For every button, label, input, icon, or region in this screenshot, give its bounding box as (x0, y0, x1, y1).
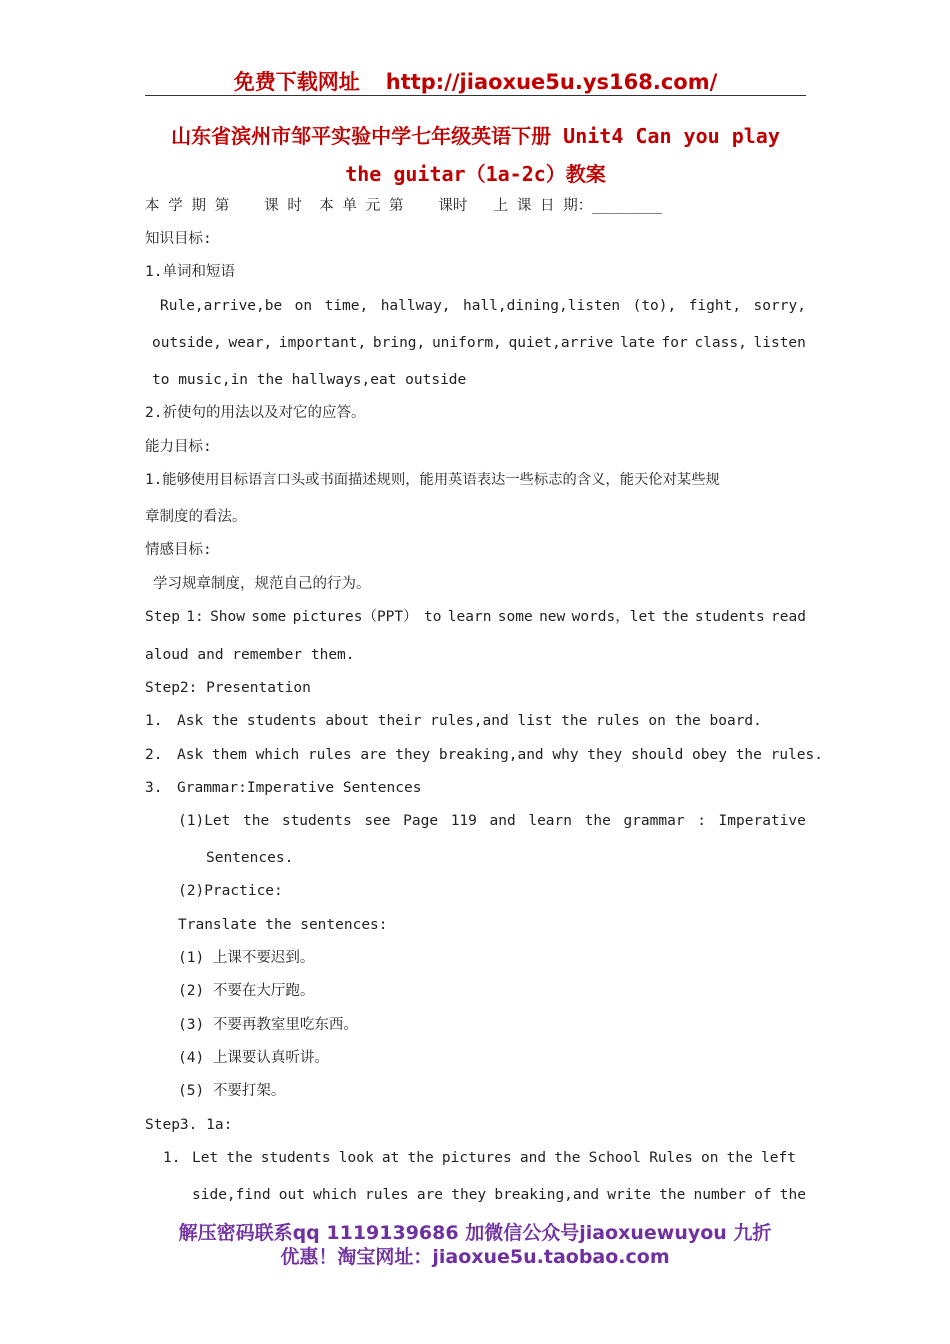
step2-item1: Ask the students about their rules,and list the rules on the board. (177, 713, 762, 729)
page-header (145, 66, 806, 96)
grammar-sub2: (2)Practice: (178, 883, 283, 899)
step1-word: learn (447, 609, 492, 625)
knowledge-item2: 2.祈使句的用法以及对它的应答。 (145, 405, 366, 421)
step3-word: are (416, 1187, 444, 1203)
knowledge-item1: 1.单词和短语 (145, 264, 235, 280)
step1-line2: aloud and remember them. (145, 647, 355, 663)
step1-word: students (694, 609, 765, 625)
grammar-word: the (584, 813, 611, 829)
step1-word: words，let (571, 609, 656, 625)
vocab-line1 (160, 296, 806, 316)
vocab-word: late (619, 335, 655, 351)
vocab-word: (to), (632, 298, 677, 314)
grammar-word: (1)Let (178, 813, 231, 829)
grammar-word: see (364, 813, 391, 829)
step2-item2: Ask them which rules are they breaking,and why they should obey the rules. (177, 747, 824, 763)
step1-word: Step (145, 609, 180, 625)
grammar-word: 119 (450, 813, 477, 829)
step1-word: the (662, 609, 689, 625)
grammar-word: Imperative (718, 813, 806, 829)
vocab-word: class, (694, 335, 747, 351)
grammar-word: grammar (623, 813, 685, 829)
step1-word: 1: (186, 609, 204, 625)
translate-sentence: (1) 上课不要迟到。 (178, 950, 315, 966)
step1-word: to (423, 609, 442, 625)
grammar-word: learn (528, 813, 572, 829)
step3-word: School (588, 1150, 642, 1166)
translate-heading: Translate the sentences: (178, 917, 388, 933)
step3-word: side,find (192, 1187, 271, 1203)
knowledge-heading: 知识目标: (145, 231, 212, 247)
step3-word: of (754, 1187, 772, 1203)
ability-heading: 能力目标: (145, 439, 212, 455)
step3-word: at (381, 1150, 400, 1166)
vocab-word: time, (324, 298, 369, 314)
step2-item2-number: 2. (145, 747, 163, 763)
grammar-sub1-line1 (178, 811, 806, 831)
step3-word: and (519, 1150, 547, 1166)
grammar-word: and (489, 813, 516, 829)
step3-item1-number: 1. (163, 1150, 181, 1166)
step1-word: some (497, 609, 533, 625)
step2-item1-number: 1. (145, 713, 163, 729)
vocab-word: uniform, (431, 335, 502, 351)
step3-word: look (338, 1150, 374, 1166)
vocab-word: on (294, 298, 313, 314)
step3-word: Rules (649, 1150, 693, 1166)
step3-word: the (407, 1150, 434, 1166)
doc-title-line1: 山东省滨州市邹平实验中学七年级英语下册 Unit4 Can you play (171, 124, 780, 148)
header-url-link[interactable]: http://jiaoxue5u.ys168.com/ (385, 70, 718, 94)
grammar-word: the (243, 813, 270, 829)
step3-word: breaking,and (494, 1187, 600, 1203)
meta-line: 本 学 期 第 课 时 本 单 元 第 课时 上 课 日 期：________ (145, 198, 663, 214)
step1-word: read (771, 609, 806, 625)
vocab-word: hallway, (380, 298, 451, 314)
footer-line2: 优惠！淘宝网址：jiaoxue5u.taobao.com (280, 1246, 670, 1268)
step1-word: pictures（PPT） (292, 609, 418, 625)
emotion-line1: 学习规章制度，规范自己的行为。 (153, 576, 371, 592)
step1-line1 (145, 607, 806, 627)
ability-line2: 章制度的看法。 (145, 509, 247, 525)
grammar-word: Page (403, 813, 439, 829)
step3-word: out (278, 1187, 305, 1203)
step1-word: some (251, 609, 287, 625)
vocab-word: listen (753, 335, 806, 351)
vocab-word: important, (278, 335, 367, 351)
step3-word: write (607, 1187, 651, 1203)
vocab-word: for (661, 335, 688, 351)
vocab-word: fight, (688, 298, 742, 314)
vocab-word: quiet,arrive (508, 335, 614, 351)
vocab-word: Rule,arrive,be (160, 298, 283, 314)
step1-word: Show (210, 609, 245, 625)
emotion-heading: 情感目标: (145, 542, 212, 558)
step3-word: which (313, 1187, 357, 1203)
step3-word: students (260, 1150, 331, 1166)
header-label: 免费下载网址 (233, 70, 360, 94)
step3-word: Let (192, 1150, 219, 1166)
vocab-word: bring, (372, 335, 426, 351)
grammar-word: : (697, 813, 706, 829)
translate-sentence: (3) 不要再教室里吃东西。 (178, 1017, 358, 1033)
step3-word: the (554, 1150, 581, 1166)
step3-item1-line1 (192, 1148, 796, 1168)
step3-word: rules (365, 1187, 409, 1203)
translate-sentence: (5) 不要打架。 (178, 1083, 286, 1099)
step2-item3: Grammar:Imperative Sentences (177, 780, 422, 796)
step3-item1-line2 (192, 1185, 806, 1205)
vocab-word: sorry, (753, 298, 806, 314)
step3-heading: Step3. 1a: (145, 1117, 233, 1133)
step3-word: the (226, 1150, 253, 1166)
footer-line1: 解压密码联系qq 1119139686 加微信公众号jiaoxuewuyou 九折 (178, 1222, 772, 1244)
grammar-word: students (281, 813, 352, 829)
ability-line1: 1.能够使用目标语言口头或书面描述规则，能用英语表达一些标志的含义，能天伦对某些规 (145, 472, 720, 488)
step3-word: they (451, 1187, 487, 1203)
step1-word: new (539, 609, 566, 625)
vocab-line2 (152, 333, 806, 353)
step3-word: number (693, 1187, 746, 1203)
vocab-word: wear, (228, 335, 273, 351)
step2-heading: Step2: Presentation (145, 680, 311, 696)
vocab-line3: to music,in the hallways,eat outside (152, 372, 467, 388)
step3-word: on (701, 1150, 719, 1166)
vocab-word: outside, (152, 335, 222, 351)
step3-word: left (761, 1150, 796, 1166)
step3-word: the (779, 1187, 806, 1203)
vocab-word: hall,dining,listen (463, 298, 621, 314)
grammar-sub1-line2: Sentences. (206, 850, 294, 866)
step2-item3-number: 3. (145, 780, 163, 796)
step3-word: the (726, 1150, 753, 1166)
step3-word: the (659, 1187, 686, 1203)
header-divider (145, 95, 806, 96)
step3-word: pictures (441, 1150, 512, 1166)
doc-title-line2: the guitar（1a-2c）教案 (345, 162, 606, 186)
translate-sentence: (4) 上课要认真听讲。 (178, 1050, 329, 1066)
translate-sentence: (2) 不要在大厅跑。 (178, 983, 315, 999)
